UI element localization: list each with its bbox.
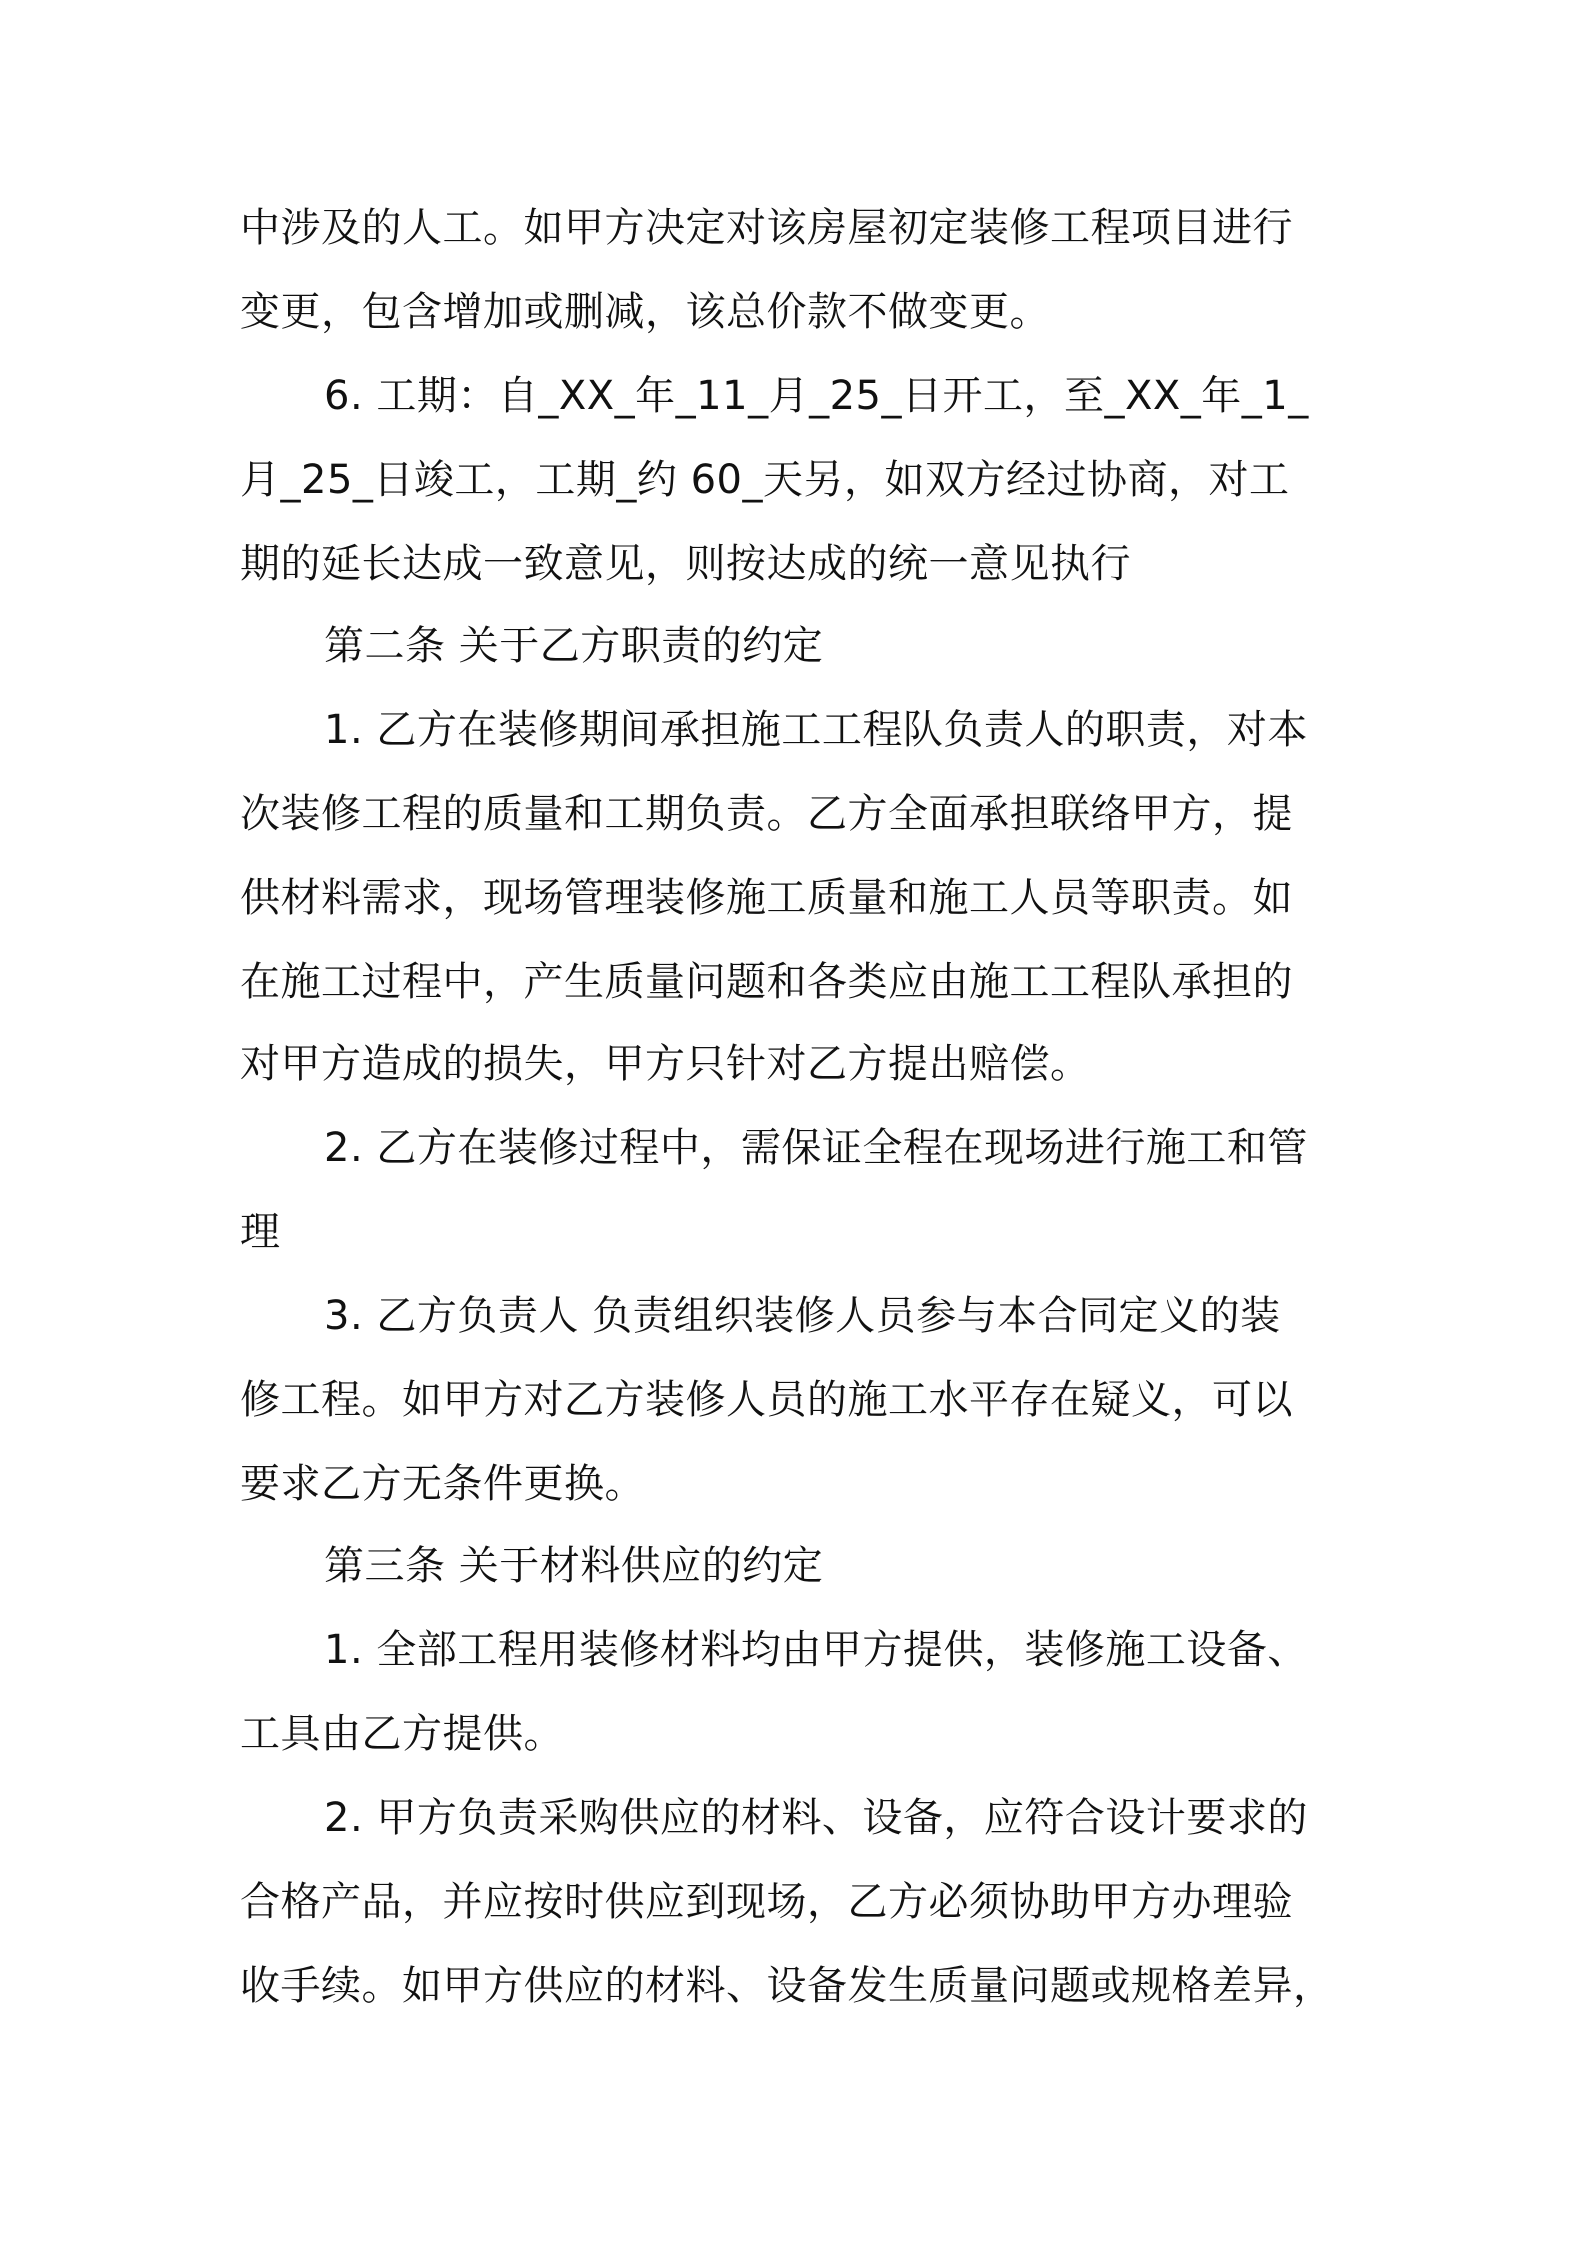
text-line: 1. 全部工程用装修材料均由甲方提供，装修施工设备、 [324,1627,1308,1673]
text-line: 6. 工期：自_XX_年_11_月_25_日开工，至_XX_年_1_ [324,373,1309,419]
text-line: 3. 乙方负责人 负责组织装修人员参与本合同定义的装 [324,1293,1281,1339]
text-line: 中涉及的人工。如甲方决定对该房屋初定装修工程项目进行 [240,205,1293,251]
text-line: 2. 甲方负责采购供应的材料、设备，应符合设计要求的 [324,1795,1308,1841]
text-line: 理 [240,1209,281,1255]
text-line: 在施工过程中，产生质量问题和各类应由施工工程队承担的 [240,959,1293,1005]
text-line: 合格产品，并应按时供应到现场，乙方必须协助甲方办理验 [240,1879,1293,1925]
text-line: 变更，包含增加或删减，该总价款不做变更。 [240,289,1050,335]
text-line: 月_25_日竣工，工期_约 60_天另，如双方经过协商，对工 [240,457,1290,503]
text-line: 对甲方造成的损失，甲方只针对乙方提出赔偿。 [240,1041,1091,1087]
text-line: 1. 乙方在装修期间承担施工工程队负责人的职责，对本 [324,707,1308,753]
text-line: 期的延长达成一致意见，则按达成的统一意见执行 [240,541,1131,587]
text-line: 要求乙方无条件更换。 [240,1461,645,1507]
text-line: 工具由乙方提供。 [240,1711,564,1757]
text-line: 2. 乙方在装修过程中，需保证全程在现场进行施工和管 [324,1125,1308,1171]
section-heading: 第三条 关于材料供应的约定 [324,1543,824,1589]
section-heading: 第二条 关于乙方职责的约定 [324,623,824,669]
text-line: 修工程。如甲方对乙方装修人员的施工水平存在疑义，可以 [240,1377,1293,1423]
text-line: 供材料需求，现场管理装修施工质量和施工人员等职责。如 [240,875,1293,921]
text-line: 收手续。如甲方供应的材料、设备发生质量问题或规格差异， [240,1963,1334,2009]
text-line: 次装修工程的质量和工期负责。乙方全面承担联络甲方，提 [240,791,1293,837]
